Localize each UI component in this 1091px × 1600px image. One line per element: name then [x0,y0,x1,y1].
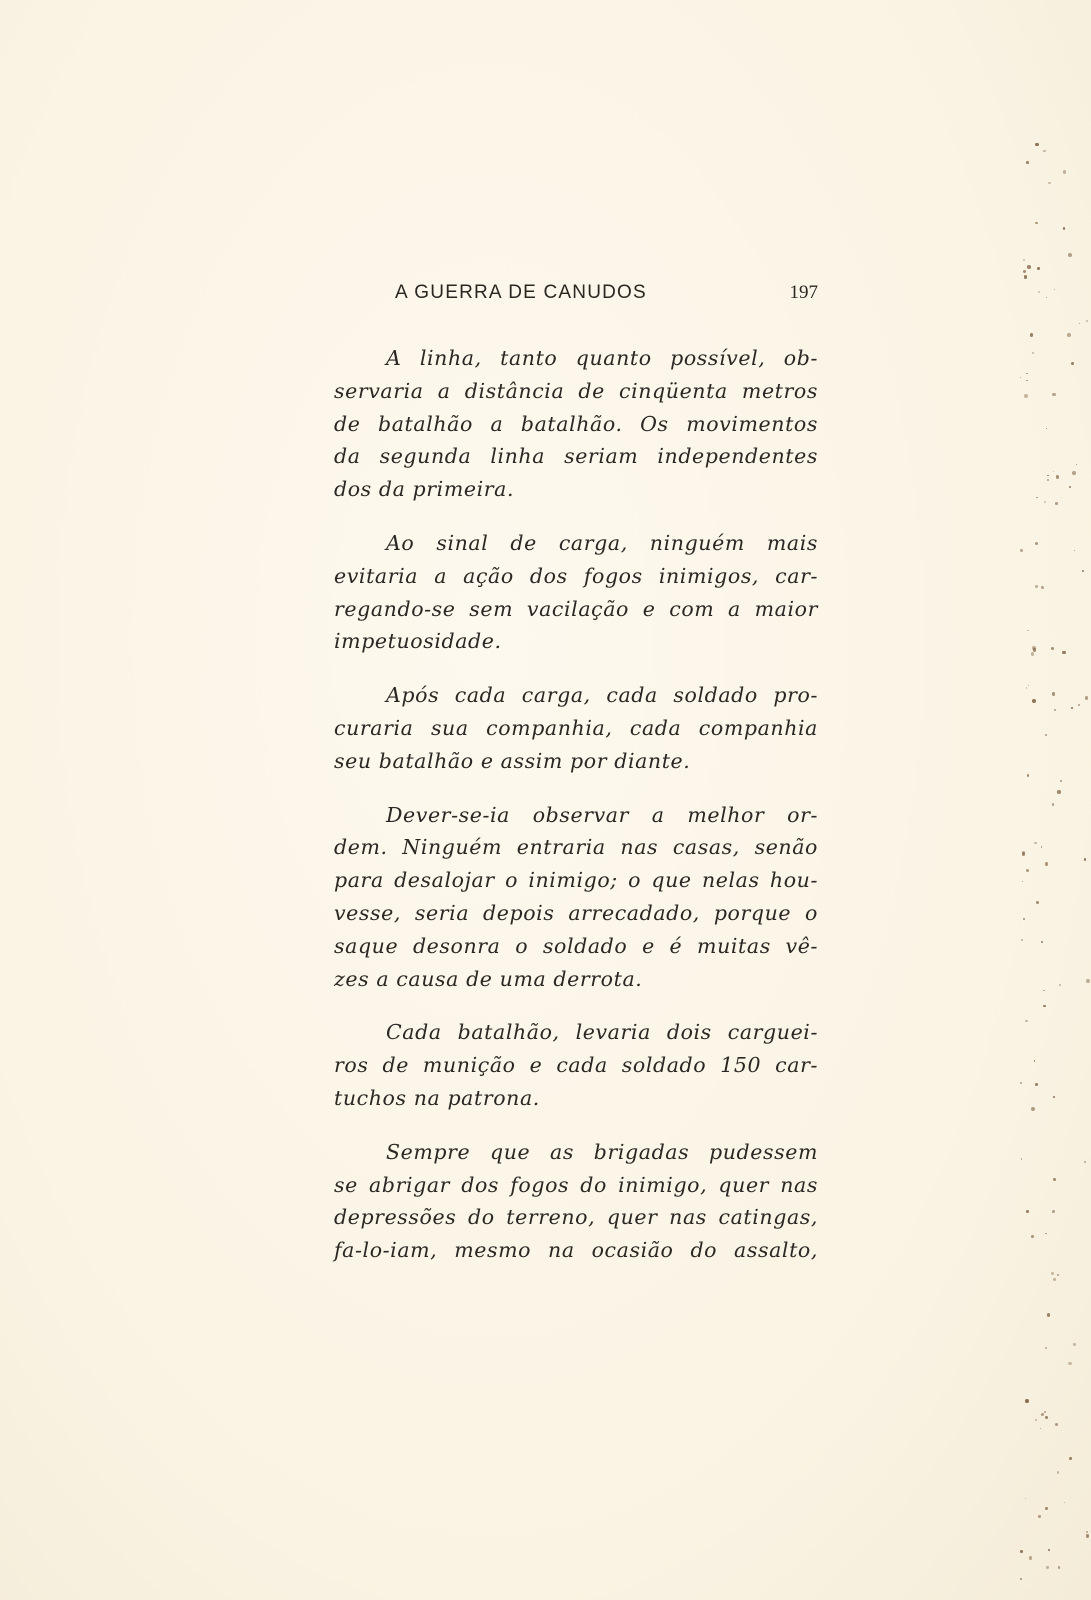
foxing-speck [1069,1457,1072,1460]
foxing-speck [1067,333,1071,337]
foxing-speck [1045,1416,1048,1419]
text-line: da segunda linha seriam independentes [334,444,818,469]
foxing-speck [1035,1419,1037,1421]
foxing-speck [1054,289,1055,290]
foxing-speck [1079,323,1080,324]
foxing-speck [1037,267,1040,270]
foxing-speck [1082,570,1083,571]
foxing-speck [1052,1210,1055,1213]
text-line: saque desonra o soldado e é muitas vê- [334,933,818,958]
foxing-speck [1063,170,1067,174]
foxing-speck [1041,1413,1044,1416]
foxing-speck [1045,1347,1047,1349]
foxing-speck [1026,869,1029,872]
foxing-speck [1027,774,1030,777]
foxing-speck [1026,380,1028,382]
foxing-speck [1043,990,1044,991]
foxing-speck [1026,373,1028,375]
foxing-speck [1040,1428,1041,1429]
foxing-speck [1086,1534,1089,1537]
foxing-speck [1076,464,1078,466]
foxing-speck [1057,790,1061,794]
foxing-speck [1063,227,1066,230]
foxing-speck [1084,1161,1086,1163]
foxing-speck [1034,842,1037,845]
foxing-speck [1086,320,1088,322]
foxing-speck [1026,1210,1029,1213]
text-line: depressões do terreno, quer nas catingas, [334,1205,818,1230]
foxing-speck [1047,475,1048,476]
foxing-speck [1052,803,1054,805]
foxing-speck [1026,687,1028,689]
text-line: se abrigar dos fogos do inimigo, quer nas [334,1172,818,1197]
text-line: impetuosidade. [334,629,502,654]
foxing-speck [1030,333,1033,336]
foxing-speck [1025,1020,1027,1022]
foxing-speck [1072,471,1076,475]
foxing-speck [1022,852,1025,855]
foxing-speck [1031,1107,1035,1111]
foxing-speck [1046,428,1047,429]
foxing-speck [1043,1005,1046,1008]
foxing-speck [1048,182,1051,185]
foxing-speck [1086,1531,1088,1533]
text-line: de batalhão a batalhão. Os movimentos [334,411,818,436]
text-line: zes a causa de uma derrota. [334,966,643,991]
foxing-speck [1057,1471,1059,1473]
page-number: 197 [789,282,818,303]
foxing-speck [1085,696,1089,700]
foxing-speck [1022,881,1024,883]
foxing-speck [1060,780,1062,782]
foxing-speck [1035,542,1038,545]
foxing-speck [1025,1498,1026,1499]
text-line: seu batalhão e assim por diante. [334,748,691,773]
text-line: vesse, seria depois arrecadado, porque o [334,900,818,925]
foxing-speck [1020,549,1023,552]
foxing-speck [1032,352,1034,354]
foxing-speck [1021,1158,1022,1159]
foxing-speck [1058,1566,1061,1569]
foxing-speck [1041,941,1043,943]
foxing-speck [1036,901,1040,905]
foxing-speck [1028,685,1030,687]
foxing-speck [1025,1399,1029,1403]
text-line: servaria a distância de cinqüenta metros [334,378,818,403]
foxing-speck [1045,1233,1047,1235]
foxing-speck [1045,862,1049,866]
text-line: Ao sinal de carga, ninguém mais [386,530,818,555]
foxing-speck [1027,265,1031,269]
foxing-speck [1023,270,1026,273]
foxing-speck [1034,1060,1035,1061]
foxing-speck [1047,1313,1050,1316]
foxing-speck [1045,1507,1048,1510]
foxing-speck [1044,1411,1046,1413]
foxing-speck [1043,150,1045,152]
foxing-speck [1074,550,1075,551]
text-line: tuchos na patrona. [334,1085,540,1110]
text-line: regando-se sem vacilação e com a maior [334,596,818,621]
foxing-speck [1071,707,1073,709]
foxing-speck [1052,393,1055,396]
foxing-speck [1035,1083,1038,1086]
text-line: dem. Ninguém entraria nas casas, senão [334,835,818,860]
text-line: Após cada carga, cada soldado pro- [386,683,818,708]
text-line: para desalojar o inimigo; o que nelas hou- [334,868,818,893]
foxing-speck [1038,1515,1040,1517]
foxing-speck [1069,486,1071,488]
paragraph [334,527,818,658]
foxing-speck [1031,1235,1034,1238]
foxing-speck [1047,479,1050,482]
foxing-speck [1041,586,1044,589]
text-line: curaria sua companhia, cada companhia [334,715,818,740]
foxing-speck [1020,377,1021,378]
foxing-speck [1023,259,1025,261]
foxing-speck [1048,1549,1050,1551]
text-line: dos da primeira. [334,477,515,502]
foxing-speck [1062,651,1065,654]
text-line: ros de munição e cada soldado 150 car- [334,1053,818,1078]
foxing-speck [1046,297,1047,298]
foxing-speck [1084,858,1086,860]
foxing-speck [1053,1278,1056,1281]
paragraph [334,799,818,996]
paragraph [334,342,818,506]
foxing-speck [1024,394,1028,398]
body-text [334,342,818,1288]
foxing-speck [1026,161,1029,164]
running-title: A GUERRA DE CANUDOS [395,282,647,303]
foxing-speck [1078,704,1081,707]
foxing-speck [1044,501,1046,503]
foxing-speck [1021,939,1023,941]
foxing-speck [1052,692,1055,695]
foxing-speck [1056,475,1060,479]
foxing-speck [1024,275,1027,278]
foxing-speck [1036,497,1037,498]
paragraph [334,1016,818,1114]
foxing-speck [1031,652,1034,655]
foxing-speck [1054,709,1056,711]
foxing-speck [1023,918,1024,919]
foxing-speck [1053,1178,1056,1181]
foxing-speck [1051,647,1054,650]
paragraph [334,1136,818,1267]
foxing-speck [1033,648,1037,652]
text-line: Dever-se-ia observar a melhor or- [386,802,818,827]
foxing-speck [1035,143,1038,146]
foxing-speck [1071,362,1074,365]
text-line: Sempre que as brigadas pudessem [386,1139,818,1164]
foxing-speck [1086,979,1090,983]
foxing-speck [1020,1082,1022,1084]
foxing-speck [1038,291,1040,293]
foxing-speck [1073,1343,1076,1346]
paragraph [334,679,818,777]
foxing-speck [1045,734,1047,736]
text-line: evitaria a ação dos fogos inimigos, car- [334,563,818,588]
foxing-speck [1046,1566,1049,1569]
foxing-speck [1035,222,1038,225]
foxing-speck [1020,1578,1022,1580]
foxing-speck [1055,502,1058,505]
page-header [395,282,820,312]
text-line: A linha, tanto quanto possível, ob- [386,346,818,370]
foxing-speck [1051,1272,1054,1275]
foxing-speck [1068,1362,1072,1366]
foxing-speck [1068,253,1072,257]
foxing-speck [1055,1423,1058,1426]
foxing-speck [1027,630,1029,632]
foxing-speck [1064,1502,1065,1503]
foxing-speck [1035,585,1038,588]
foxing-speck [1059,984,1060,985]
foxing-speck [1032,699,1036,703]
foxing-speck [1041,846,1043,848]
foxing-speck [1020,1550,1023,1553]
foxing-speck [1029,1556,1032,1559]
text-line: Cada batalhão, levaria dois carguei- [386,1020,818,1045]
foxing-speck [1057,1274,1059,1276]
text-line: fa-lo-iam, mesmo na ocasião do assalto, [334,1238,818,1263]
foxing-speck [1053,1096,1055,1098]
foxing-speck [1053,471,1054,472]
